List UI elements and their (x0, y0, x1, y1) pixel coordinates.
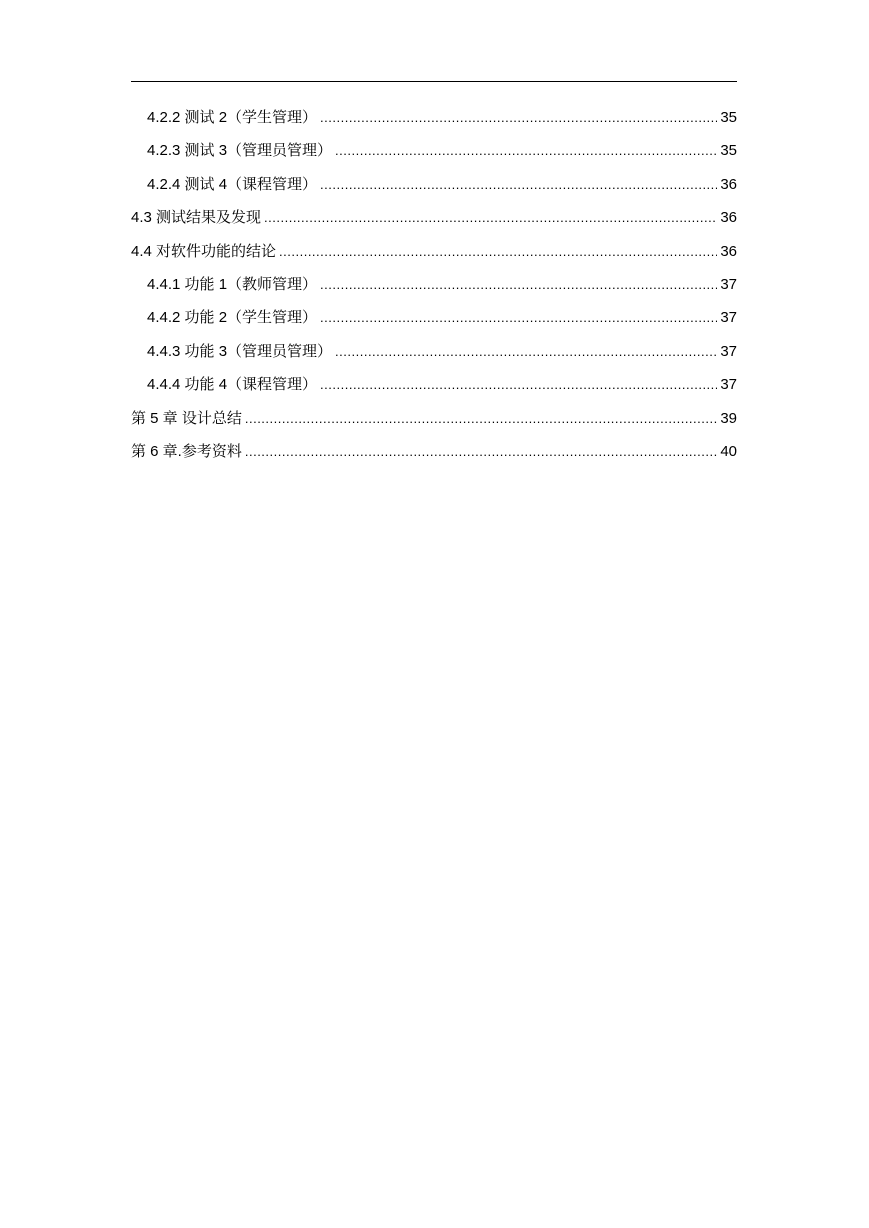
toc-dot-leader (264, 201, 717, 234)
toc-dot-leader (320, 168, 717, 201)
toc-entry[interactable] (131, 335, 737, 368)
toc-entry-title: 4.2.4 测试 4（课程管理） (147, 175, 318, 193)
toc-entry[interactable] (131, 301, 737, 334)
toc-entry-title: 4.4.1 功能 1（教师管理） (147, 275, 318, 293)
toc-dot-leader (245, 435, 717, 468)
toc-entry[interactable] (131, 101, 737, 134)
toc-entry-title: 4.4.2 功能 2（学生管理） (147, 309, 318, 327)
toc-entry[interactable] (131, 134, 737, 167)
toc-entry-title: 4.4.4 功能 4（课程管理） (147, 376, 318, 394)
toc-entry[interactable] (131, 268, 737, 301)
toc-entry-page: 36 (720, 242, 737, 260)
toc-entry-title: 4.2.2 测试 2（学生管理） (147, 109, 318, 126)
toc-entry-page: 40 (720, 442, 737, 460)
toc-entry[interactable] (131, 168, 737, 201)
toc-dot-leader (320, 301, 717, 334)
toc-dot-leader (279, 235, 717, 268)
toc-entry-title: 第 6 章.参考资料 (131, 442, 242, 460)
toc-entry-title: 4.4 对软件功能的结论 (131, 242, 277, 260)
toc-entry-title: 4.4.3 功能 3（管理员管理） (147, 342, 333, 360)
toc-entry-page: 37 (720, 309, 737, 327)
toc-entry[interactable] (131, 368, 737, 401)
toc-entry[interactable] (131, 235, 737, 268)
toc-entry-title: 4.2.3 测试 3（管理员管理） (147, 142, 333, 160)
toc-dot-leader (320, 368, 717, 401)
toc-entry-page: 39 (720, 409, 737, 427)
toc-dot-leader (335, 335, 717, 368)
toc-entry-page: 36 (720, 209, 737, 227)
toc-entry[interactable] (131, 201, 737, 234)
toc-dot-leader (245, 402, 717, 435)
toc-entry-page: 36 (720, 175, 737, 193)
toc-entry-title: 4.3 测试结果及发现 (131, 209, 262, 227)
toc-entry[interactable] (131, 402, 737, 435)
toc-entry-page: 35 (720, 109, 737, 126)
toc-entry-page: 37 (720, 376, 737, 394)
toc-entry-page: 35 (720, 142, 737, 160)
toc-dot-leader (335, 134, 717, 167)
toc-entry[interactable] (131, 435, 737, 468)
toc-entry-title: 第 5 章 设计总结 (131, 409, 242, 427)
toc-dot-leader (320, 101, 717, 134)
toc-dot-leader (320, 268, 717, 301)
toc-entry-page: 37 (720, 342, 737, 360)
toc-entry-page: 37 (720, 275, 737, 293)
table-of-contents (131, 101, 737, 468)
header-rule (131, 81, 737, 82)
